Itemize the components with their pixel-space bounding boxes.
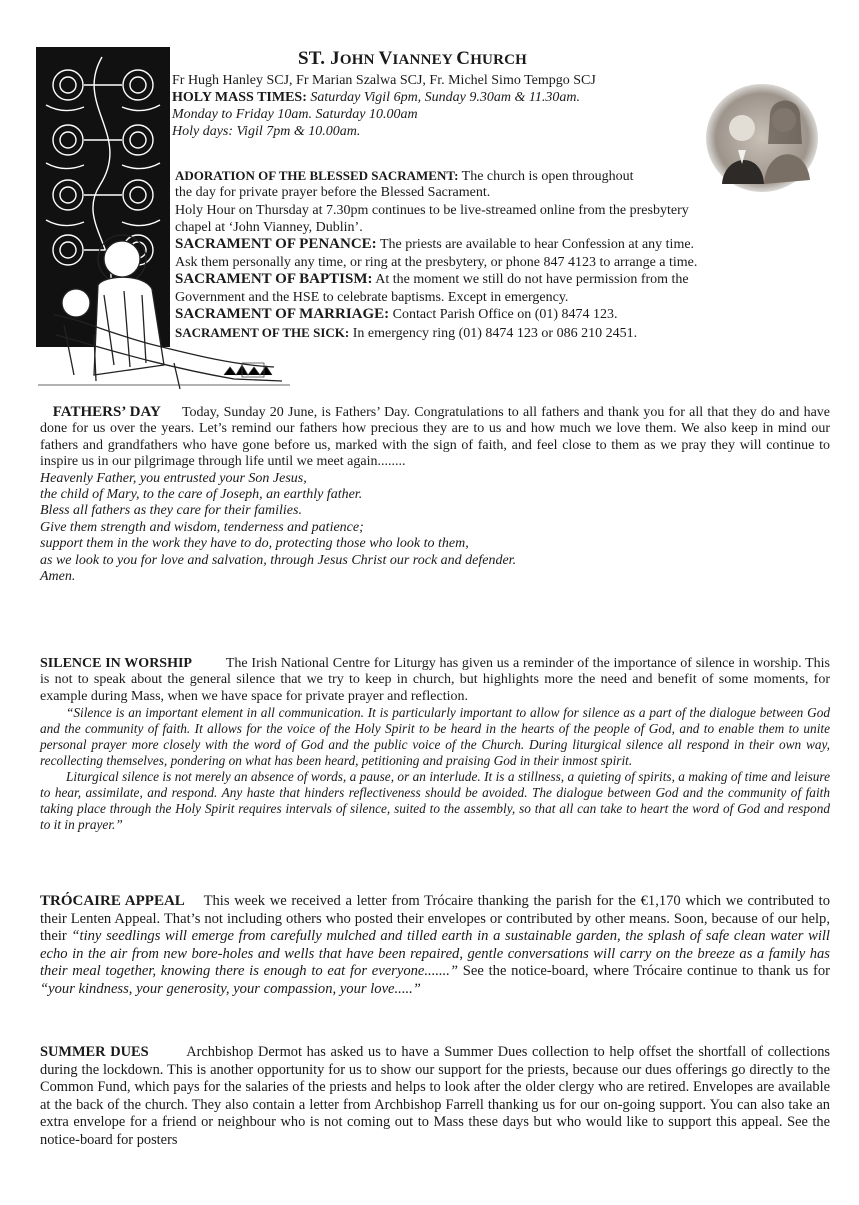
adoration-text-1: The church is open throughout [461, 169, 634, 184]
fathers-day-heading: FATHERS’ DAY [52, 404, 161, 420]
weekday-times-line: Monday to Friday 10am. Saturday 10.00am [172, 107, 418, 122]
title-st: ST. [298, 48, 331, 69]
adoration-line-2: the day for private prayer before the Blessed Sacrament. [175, 185, 491, 200]
trocaire-body-2: See the notice-board, where Trócaire continue to thank us for [458, 963, 831, 980]
silence-quote-2: Liturgical silence is not merely an absence of words, a pause, or an interlude. It is a stillness, a quieting of spirits, a making of time and leisure to hear, assimilate, and respond. Any haste that hinders reflectiveness should be avoided. The dialogue between God and the community of faith taking place through the Holy Spirit requires intervals of silence, suited to the assembly, so that all can take to heart the word of God and respond to it in prayer.” [40, 769, 830, 833]
fathers-day-body: Today, Sunday 20 June, is Fathers’ Day. Congratulations to all fathers and thank you for all that they do and have done for us over the years. Let’s remind our fathers how precious they are to us and how much we love them. We also keep in mind our fathers and grandfathers who have gone before us, marked with the sign of faith, and feel close to them as we pray they will continue to inspire us in our pilgrimage through life until we meet again........ [40, 405, 831, 470]
baptism-line-2: Government and the HSE to celebrate baptisms. Except in emergency. [175, 290, 569, 305]
marriage-line [175, 306, 618, 323]
penance-label: SACRAMENT OF PENANCE: [175, 236, 377, 252]
silence-quote-1: “Silence is an important element in all communication. It is particularly important to allow for silence as a part of the dialogue between God and the community of faith. It allows for the voice of the Holy Spirit to be heard in the hearts of the people of God, and to enable them to unite personal prayer more closely with the word of God and the public voice of the Church. During liturgical silence all respond in their own way, recollecting themselves, pondering on what has been heard, petitioning and praising God in their inmost spirit. [40, 705, 830, 769]
page-title [298, 48, 527, 70]
trocaire-heading: TRÓCAIRE APPEAL [40, 893, 185, 909]
sick-text: In emergency ring (01) 8474 123 or 086 210 2451. [352, 326, 638, 341]
trocaire-section [40, 893, 830, 999]
fathers-day-section [40, 404, 830, 585]
penance-line-2: Ask them personally any time, or ring at the presbytery, or phone 847 4123 to arrange a time. [175, 255, 698, 270]
silence-heading: SILENCE IN WORSHIP [40, 656, 192, 671]
prayer-line: Bless all fathers as they care for their families. [40, 503, 302, 519]
trocaire-body-1: This week we received a letter from Trócaire thanking the parish for the €1,170 which we contributed to their Lenten Appeal. That’s not including others who posted their envelopes or contributed by other means. Soon, because of our help, their [40, 893, 830, 945]
holy-hour-line-1: Holy Hour on Thursday at 7.30pm continues to be live-streamed online from the presbytery [175, 203, 689, 218]
holy-hour-line-2: chapel at ‘John Vianney, Dublin’. [175, 220, 363, 235]
title-j: J [330, 48, 340, 69]
summer-dues-heading: SUMMER DUES [40, 1044, 149, 1060]
holy-days-line: Holy days: Vigil 7pm & 10.00am. [172, 124, 361, 139]
silence-section [40, 656, 830, 833]
sick-line [175, 324, 637, 342]
title-ohn: OHN [339, 52, 379, 68]
mass-times-line [172, 89, 580, 106]
trocaire-quote-2: “your kindness, your generosity, your compassion, your love.....” [40, 980, 421, 997]
baptism-label: SACRAMENT OF BAPTISM: [175, 271, 373, 287]
marriage-label: SACRAMENT OF MARRIAGE: [175, 306, 390, 322]
adoration-line-1 [175, 167, 634, 185]
mass-times-text: Saturday Vigil 6pm, Sunday 9.30am & 11.30am. [310, 90, 580, 105]
priests-line: Fr Hugh Hanley SCJ, Fr Marian Szalwa SCJ, Fr. Michel Simo Tempgo SCJ [172, 73, 596, 88]
prayer-line: the child of Mary, to the care of Joseph, an earthly father. [40, 487, 363, 503]
trocaire-quote-1: “tiny seedlings will emerge from carefully mulched and tilled earth in a sustainable garden, the splash of safe clean water will echo in the air from new bore-holes and wells that have been repaired, gentle conversations will carry on the breeze as a family has their meal together, knowing there is enough to eat for everyone.......” [40, 928, 830, 980]
title-c: C [456, 48, 471, 69]
title-v: V [378, 48, 393, 69]
prayer-line: support them in the work they have to do, protecting those who look to them, [40, 536, 469, 552]
prayer-line: Give them strength and wisdom, tenderness and patience; [40, 519, 364, 535]
sick-label: SACRAMENT OF THE SICK: [175, 325, 350, 340]
title-hurch: HURCH [470, 52, 528, 68]
marriage-text: Contact Parish Office on (01) 8474 123. [392, 307, 618, 322]
title-ianney: IANNEY [392, 52, 457, 68]
adoration-label: ADORATION OF THE BLESSED SACRAMENT: [175, 168, 459, 183]
summer-dues-body: Archbishop Dermot has asked us to have a Summer Dues collection to help offset the shortfall of collections during the lockdown. This is another opportunity for us to show our support for the priests, because our dues offerings go directly to the Common Fund, which pays for the salaries of the priests and helps to look after the older clergy who are retired. Envelopes are available at the back of the church. They also contain a letter from Archbishop Farrell thanking us for our on-going support. You can also take an extra envelope for a friend or neighbour who is not coming out to Mass these days but who would like to support this appeal. See the notice-board for posters [40, 1044, 830, 1148]
summer-dues-section [40, 1044, 830, 1150]
penance-text-1: The priests are available to hear Confession at any time. [379, 237, 695, 252]
prayer-line: Heavenly Father, you entrusted your Son Jesus, [40, 470, 307, 486]
mass-times-label: HOLY MASS TIMES: [172, 90, 307, 105]
baptism-line-1 [175, 271, 689, 288]
prayer-line: as we look to you for love and salvation, through Jesus Christ our rock and defender. [40, 552, 517, 568]
baptism-text-1: At the moment we still do not have permission from the [375, 272, 689, 287]
prayer-line: Amen. [40, 569, 76, 585]
fathers-day-prayer [40, 471, 830, 586]
silence-body: The Irish National Centre for Liturgy has given us a reminder of the importance of silence in worship. This is not to speak about the general silence that we try to keep in church, but highlights more the need and benefit of some moments, for example during Mass, when we have space for private prayer and reflection. [40, 656, 831, 704]
penance-line-1 [175, 236, 694, 253]
portrait-photo [706, 84, 818, 192]
